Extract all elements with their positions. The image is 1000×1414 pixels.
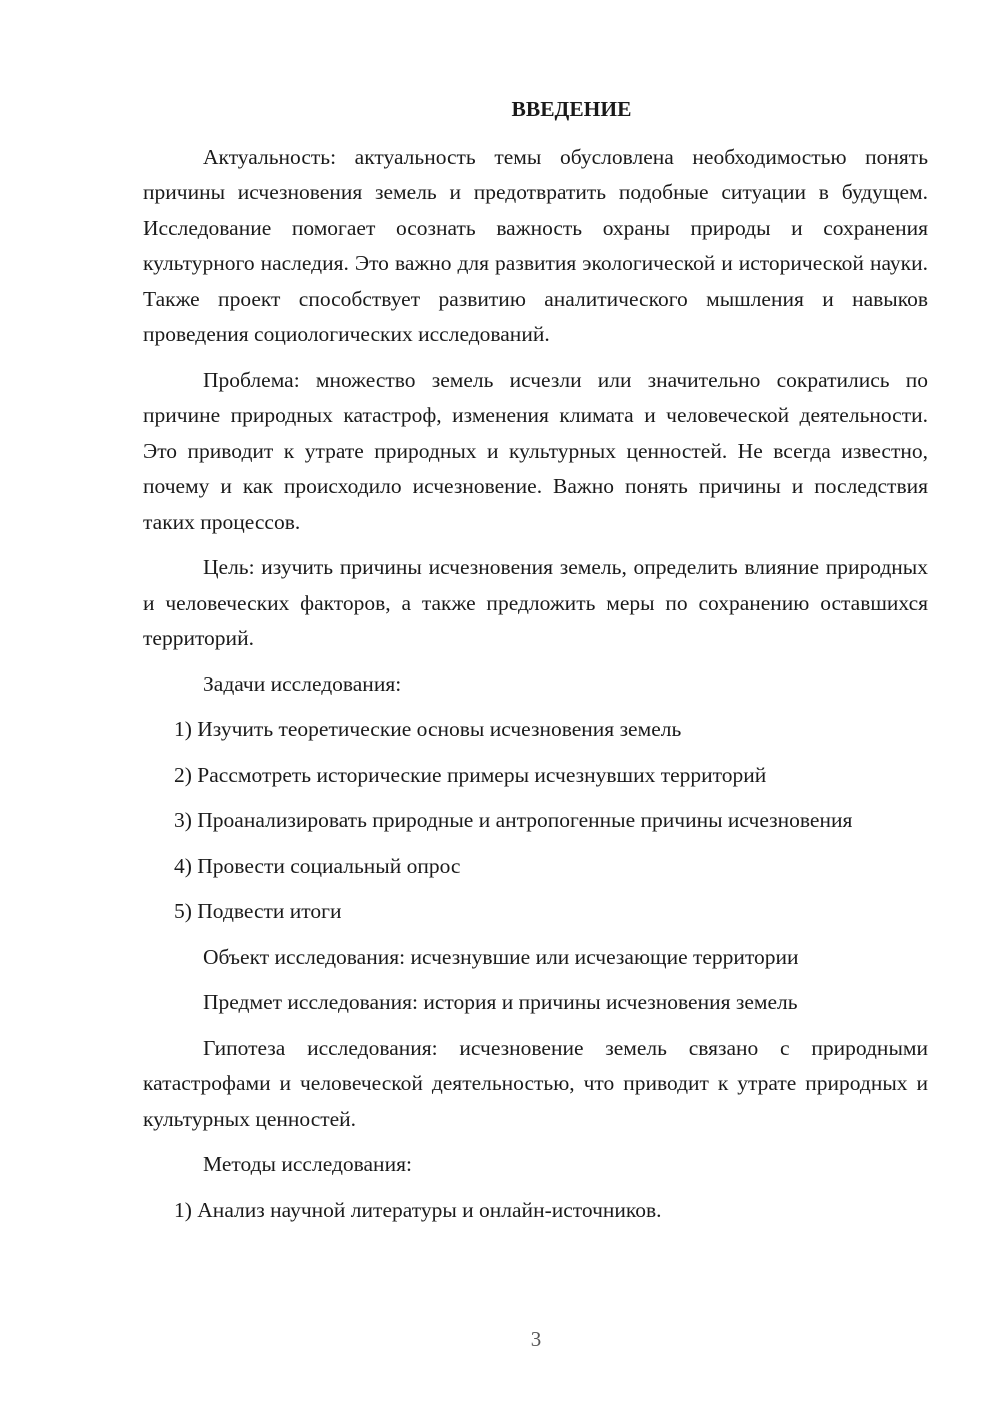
relevance-paragraph: Актуальность: актуальность темы обусловлена необходимостью понять причины исчезновения земель и предотвратить подобные ситуации в будущем. Исследование помогает осознать важность охраны природы и сохранения культурного наследия. Это важно для развития экологической и исторической науки. Также проект способствует развитию аналитического мышления и навыков проведения социологических исследований. bbox=[143, 144, 928, 346]
task-item-4: 4) Провести социальный опрос bbox=[174, 853, 461, 878]
problem-paragraph: Проблема: множество земель исчезли или значительно сократились по причине природных катастроф, изменения климата и человеческой деятельности. Это приводит к утрате природных и культурных ценностей. Не всегда известно, почему и как происходило исчезновение. Важно понять причины и последствия таких процессов. bbox=[143, 367, 928, 534]
task-item-2: 2) Рассмотреть исторические примеры исчезнувших территорий bbox=[174, 762, 767, 787]
document-page bbox=[143, 92, 928, 1238]
section-title: ВВЕДЕНИЕ bbox=[511, 97, 632, 121]
methods-heading: Методы исследования: bbox=[203, 1152, 412, 1176]
object-paragraph: Объект исследования: исчезнувшие или исчезающие территории bbox=[203, 944, 799, 969]
hypothesis-paragraph: Гипотеза исследования: исчезновение земель связано с природными катастрофами и человеческой деятельностью, что приводит к утрате природных и культурных ценностей. bbox=[143, 1035, 928, 1131]
task-item-3: 3) Проанализировать природные и антропогенные причины исчезновения bbox=[174, 808, 853, 832]
subject-paragraph: Предмет исследования: история и причины исчезновения земель bbox=[203, 990, 798, 1014]
tasks-heading: Задачи исследования: bbox=[203, 671, 402, 696]
goal-paragraph: Цель: изучить причины исчезновения земель, определить влияние природных и человеческих факторов, а также предложить меры по сохранению оставшихся территорий. bbox=[143, 555, 928, 650]
page-number bbox=[0, 1327, 1000, 1352]
task-item-1: 1) Изучить теоретические основы исчезновения земель bbox=[174, 717, 682, 741]
task-item-5: 5) Подвести итоги bbox=[174, 899, 342, 923]
page-number-text: 3 bbox=[530, 1327, 542, 1351]
method-item-1: 1) Анализ научной литературы и онлайн-источников. bbox=[174, 1197, 662, 1222]
